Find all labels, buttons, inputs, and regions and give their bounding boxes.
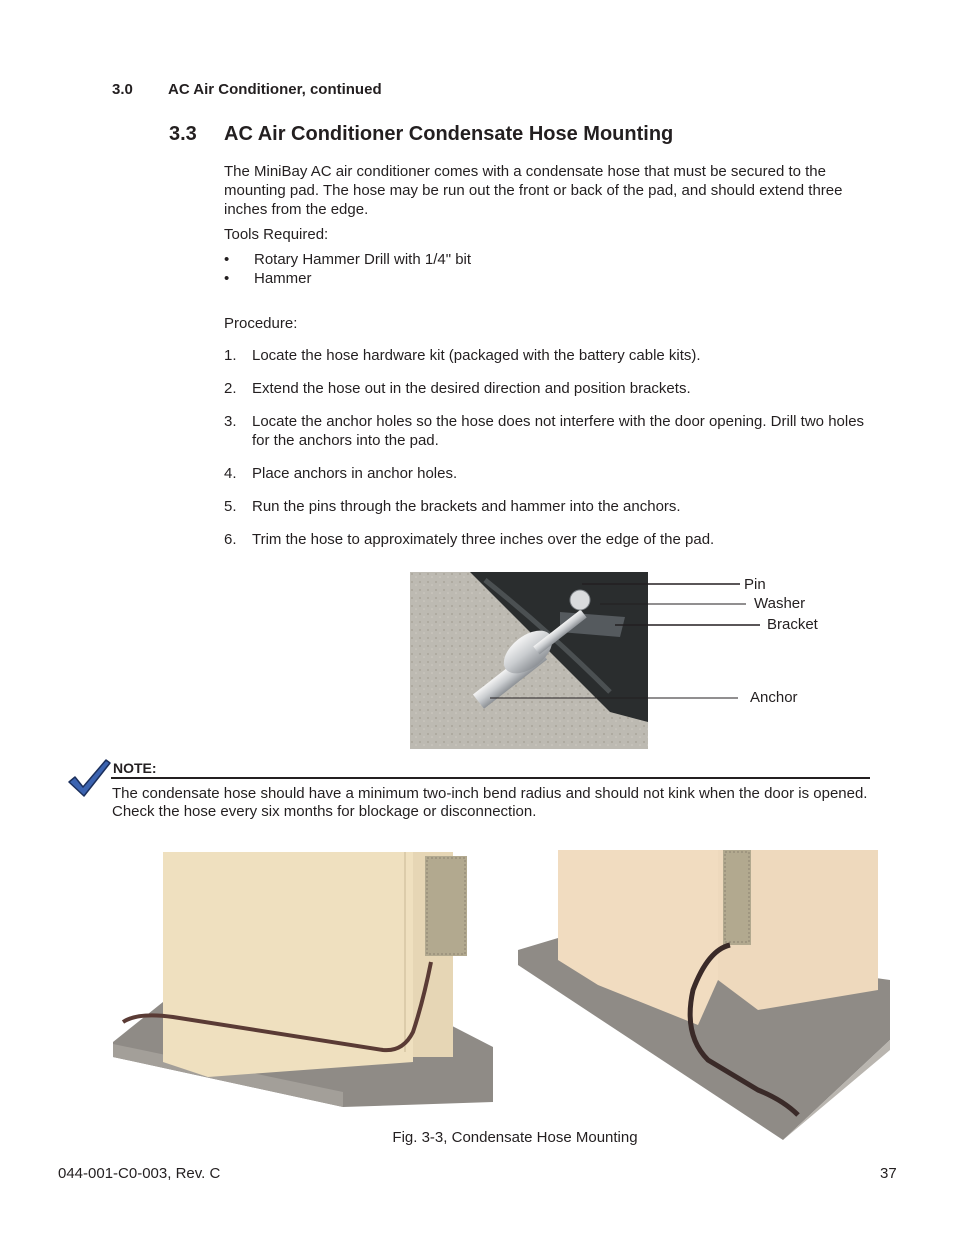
note-title: NOTE: xyxy=(113,760,157,776)
procedure-label: Procedure: xyxy=(224,315,298,332)
callout-anchor: Anchor xyxy=(750,689,798,706)
procedure-step: 1. Locate the hose hardware kit (packaged with the battery cable kits). xyxy=(224,347,701,364)
procedure-step: 3. Locate the anchor holes so the hose does not interfere with the door opening. Drill two holes for the anchors into the pad. xyxy=(224,413,865,449)
callout-washer: Washer xyxy=(754,595,806,612)
tools-label: Tools Required: xyxy=(224,226,329,243)
document-number: 044-001-C0-003, Rev. C xyxy=(58,1165,221,1182)
section-header xyxy=(112,81,382,98)
procedure-steps xyxy=(224,346,874,563)
page-title-text: AC Air Conditioner Condensate Hose Mounting xyxy=(224,123,674,145)
cabinet-side-illustration xyxy=(518,850,890,1140)
tools-list-item: • Rotary Hammer Drill with 1/4" bit xyxy=(224,251,472,268)
callout-lines xyxy=(410,572,770,712)
procedure-step: 6. Trim the hose to approximately three inches over the edge of the pad. xyxy=(224,531,715,548)
tools-list-item: • Hammer xyxy=(224,270,312,287)
procedure-step: 2. Extend the hose out in the desired direction and position brackets. xyxy=(224,380,691,397)
figure-caption: Fig. 3-3, Condensate Hose Mounting xyxy=(392,1129,638,1146)
section-header-number: 3.0 xyxy=(112,81,133,98)
callout-pin: Pin xyxy=(744,576,766,593)
note-text: The condensate hose should have a minimum two-inch bend radius and should not kink when the door is opened. Check the hose every six months for blockage or disconnection. xyxy=(112,785,868,820)
note-divider xyxy=(111,777,870,779)
checkmark-icon xyxy=(66,758,112,798)
page-title xyxy=(169,123,673,146)
section-header-title: AC Air Conditioner, continued xyxy=(168,81,382,98)
cabinet-front-illustration xyxy=(113,852,493,1107)
intro-paragraph: The MiniBay AC air conditioner comes with a condensate hose that must be secured to the mounting pad. The hose may be run out the front or back of the pad, and should extend three inches from the edge. xyxy=(224,163,843,218)
procedure-step: 5. Run the pins through the brackets and hammer into the anchors. xyxy=(224,498,681,515)
page-title-number: 3.3 xyxy=(169,123,197,145)
page-number: 37 xyxy=(880,1165,897,1182)
procedure-step: 4. Place anchors in anchor holes. xyxy=(224,465,458,482)
callout-bracket: Bracket xyxy=(767,616,818,633)
tools-list xyxy=(224,250,471,288)
